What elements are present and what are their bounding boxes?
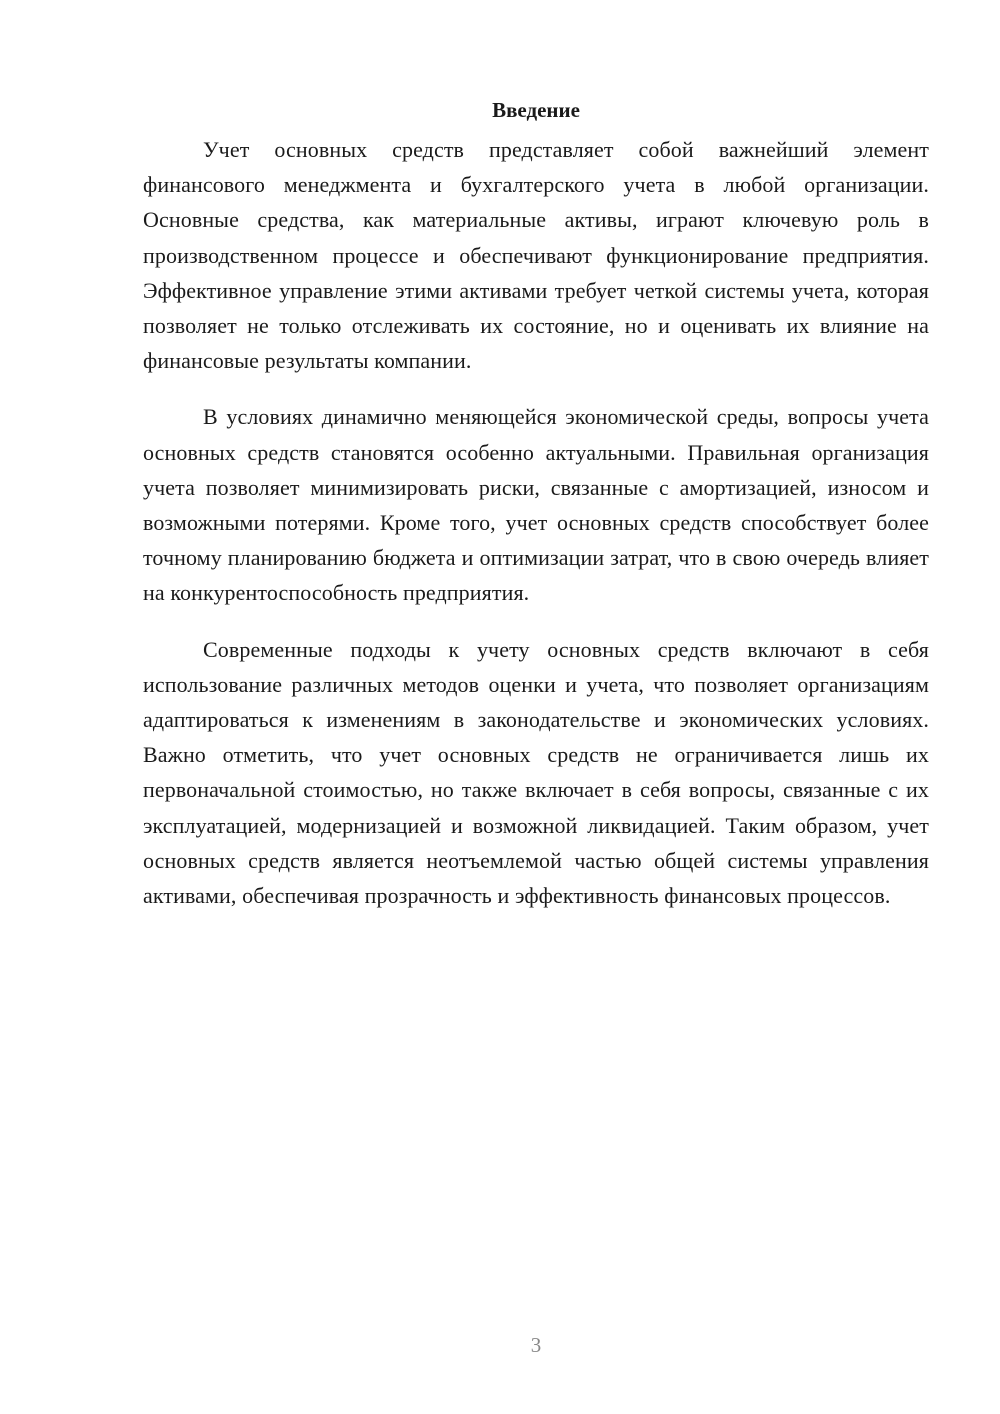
paragraph-3: Современные подходы к учету основных средств включают в себя использование различных методов оценки и учета, что позволяет организациям адаптироваться к изменениям в законодательстве и экономических условиях. Важно отметить, что учет основных средств не ограничивается лишь их первоначальной стоимостью, но также включает в себя вопросы, связанные с их эксплуатацией, модернизацией и возможной ликвидацией. Таким образом, учет основных средств является неотъемлемой частью общей системы управления активами, обеспечивая прозрачность и эффективность финансовых процессов.	[143, 636, 929, 909]
page-content	[143, 92, 929, 913]
page-number: 3	[530, 1333, 542, 1357]
paragraph-1: Учет основных средств представляет собой важнейший элемент финансового менеджмента и бухгалтерского учета в любой организации. Основные средства, как материальные активы, играют ключевую роль в производственном процессе и обеспечивают функционирование предприятия. Эффективное управление этими активами требует четкой системы учета, которая позволяет не только отслеживать их состояние, но и оценивать их влияние на финансовые результаты компании.	[143, 137, 929, 374]
paragraph-2: В условиях динамично меняющейся экономической среды, вопросы учета основных средств становятся особенно актуальными. Правильная организация учета позволяет минимизировать риски, связанные с амортизацией, износом и возможными потерями. Кроме того, учет основных средств способствует более точному планированию бюджета и оптимизации затрат, что в свою очередь влияет на конкурентоспособность предприятия.	[143, 404, 929, 606]
section-title: Введение	[492, 98, 580, 122]
